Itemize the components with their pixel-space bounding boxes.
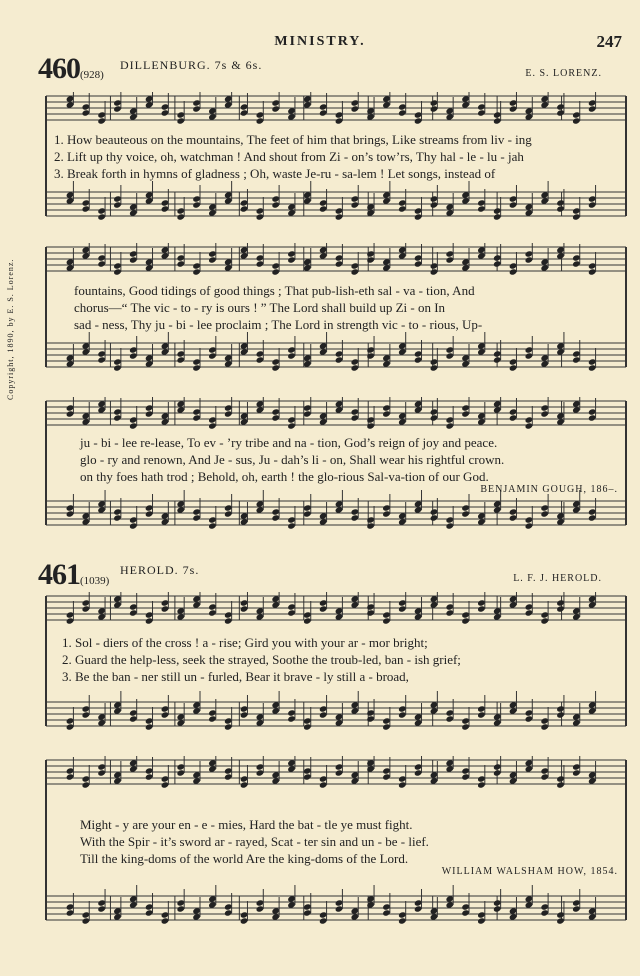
verse-line: 3. Be the ban - ner still un - furled, Bear it brave - ly still a - broad, [62, 669, 409, 684]
hymn-460-ref: (928) [80, 69, 104, 81]
hymn-460-tune: DILLENBURG. 7s & 6s. [120, 58, 263, 72]
hymn-461-number: 461(1039) [38, 558, 110, 591]
hymn-461-author: WILLIAM WALSHAM HOW, 1854. [441, 866, 618, 877]
verse-line: With the Spir - it’s sword ar - rayed, Scat - ter sin and un - be - lief. [80, 834, 429, 849]
hymn-460-composer: E. S. LORENZ. [525, 68, 602, 79]
page-number: 247 [596, 32, 622, 51]
verse-line: glo - ry and renown, And Je - sus, Ju - dah’s li - on, Shall wear his rightful crown. [80, 452, 505, 467]
hymn-460-number: 460(928) [38, 52, 104, 85]
hymn-460-system-2-lyrics [74, 282, 482, 333]
hymn-461-ref: (1039) [80, 575, 110, 587]
copyright-note: Copyright, 1890, by E. S. Lorenz. [6, 258, 15, 400]
verse-line: 2. Lift up thy voice, oh, watchman ! And shout from Zi - on’s tow’rs, Thy hal - le - lu - jah [54, 149, 524, 164]
hymn-460-system-1-lyrics [54, 131, 532, 182]
hymn-461-composer: L. F. J. HEROLD. [513, 573, 602, 584]
verse-line: 1. How beauteous on the mountains, The feet of him that brings, Like streams from liv - ing [54, 132, 532, 147]
page-title: MINISTRY. [274, 34, 366, 49]
hymn-461-tune: HEROLD. 7s. [120, 563, 200, 577]
hymn-461-system-1-lyrics [62, 634, 461, 685]
hymn-461-system-2-lyrics [80, 816, 429, 867]
verse-line: 1. Sol - diers of the cross ! a - rise; Gird you with your ar - mor bright; [62, 635, 428, 650]
verse-line: chorus—“ The vic - to - ry is ours ! ” The Lord shall build up Zi - on In [74, 300, 446, 315]
hymn-460-system-3-lyrics [80, 434, 504, 485]
verse-line: fountains, Good tidings of good things ; That pub-lish-eth sal - va - tion, And [74, 283, 475, 298]
verse-line: on thy foes hath trod ; Behold, oh, earth ! the glo-rious Sal-va-tion of our God. [80, 469, 489, 484]
verse-line: 2. Guard the help-less, seek the strayed, Soothe the troub-led, ban - ish grief; [62, 652, 461, 667]
verse-line: sad - ness, Thy ju - bi - lee proclaim ; The Lord in strength vic - to - rious, Up- [74, 317, 483, 332]
verse-line: Till the king-doms of the world Are the king-doms of the Lord. [80, 851, 409, 866]
verse-line: 3. Break forth in hymns of gladness ; Oh, waste Je-ru - sa-lem ! Let songs, instead of [54, 166, 496, 181]
verse-line: ju - bi - lee re-lease, To ev - ’ry tribe and na - tion, God’s reign of joy and peace. [80, 435, 498, 450]
verse-line: Might - y are your en - e - mies, Hard the bat - tle ye must fight. [80, 817, 413, 832]
hymn-460-author: BENJAMIN GOUGH, 186–. [480, 484, 618, 495]
